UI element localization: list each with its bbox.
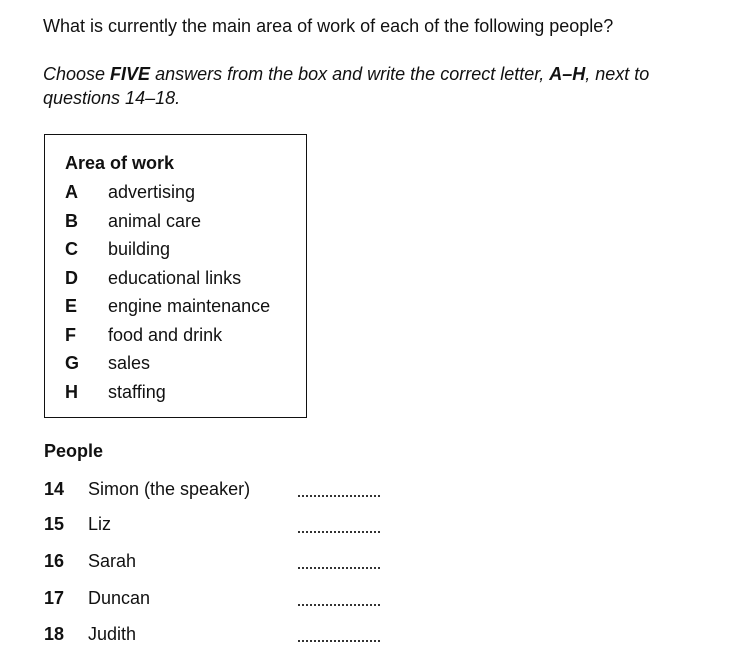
question-row-15 bbox=[44, 511, 111, 537]
option-text: food and drink bbox=[108, 325, 223, 345]
option-letter: A bbox=[65, 182, 78, 202]
question-row-16 bbox=[44, 548, 136, 574]
option-text: educational links bbox=[108, 268, 242, 288]
area-of-work-box bbox=[44, 134, 307, 418]
question-number: 17 bbox=[44, 588, 65, 608]
option-d bbox=[65, 264, 241, 292]
question-row-17 bbox=[44, 585, 150, 611]
answer-blank-16[interactable] bbox=[298, 564, 380, 569]
option-g bbox=[65, 349, 150, 377]
option-letter: G bbox=[65, 353, 80, 373]
option-h bbox=[65, 378, 166, 406]
instructions-part-2: answers from the box and write the correct letter, bbox=[150, 64, 550, 84]
option-text: engine maintenance bbox=[108, 296, 271, 316]
answer-blank-15[interactable] bbox=[298, 528, 380, 533]
option-text: advertising bbox=[108, 182, 196, 202]
option-f bbox=[65, 321, 222, 349]
option-letter: E bbox=[65, 296, 78, 316]
person-name: Judith bbox=[88, 624, 137, 644]
option-letter: C bbox=[65, 239, 78, 259]
option-letter: D bbox=[65, 268, 78, 288]
answer-blank-18[interactable] bbox=[298, 637, 380, 642]
person-name: Sarah bbox=[88, 551, 137, 571]
question-number: 16 bbox=[44, 551, 65, 571]
question-number: 14 bbox=[44, 479, 65, 499]
option-text: staffing bbox=[108, 382, 166, 402]
box-title: Area of work bbox=[65, 153, 175, 173]
option-letter: H bbox=[65, 382, 78, 402]
question-number: 15 bbox=[44, 514, 65, 534]
instructions bbox=[43, 62, 723, 110]
question-row-14 bbox=[44, 476, 250, 502]
person-name: Simon (the speaker) bbox=[88, 479, 251, 499]
question-row-18 bbox=[44, 621, 136, 647]
question-text: What is currently the main area of work of each of the following people? bbox=[43, 16, 614, 36]
option-e bbox=[65, 292, 270, 320]
instructions-bold-five: FIVE bbox=[110, 64, 151, 84]
option-b bbox=[65, 207, 201, 235]
person-name: Duncan bbox=[88, 588, 151, 608]
option-a bbox=[65, 178, 195, 206]
people-title: People bbox=[44, 441, 104, 461]
answer-blank-14[interactable] bbox=[298, 492, 380, 497]
option-text: sales bbox=[108, 353, 151, 373]
question-number: 18 bbox=[44, 624, 65, 644]
option-letter: F bbox=[65, 325, 76, 345]
instructions-part-3: , next to questions 14–18. bbox=[43, 64, 650, 108]
person-name: Liz bbox=[88, 514, 112, 534]
option-text: animal care bbox=[108, 211, 202, 231]
instructions-part-1: Choose bbox=[43, 64, 111, 84]
option-letter: B bbox=[65, 211, 78, 231]
option-text: building bbox=[108, 239, 171, 259]
instructions-bold-range: A–H bbox=[549, 64, 586, 84]
option-c bbox=[65, 235, 170, 263]
answer-blank-17[interactable] bbox=[298, 601, 380, 606]
